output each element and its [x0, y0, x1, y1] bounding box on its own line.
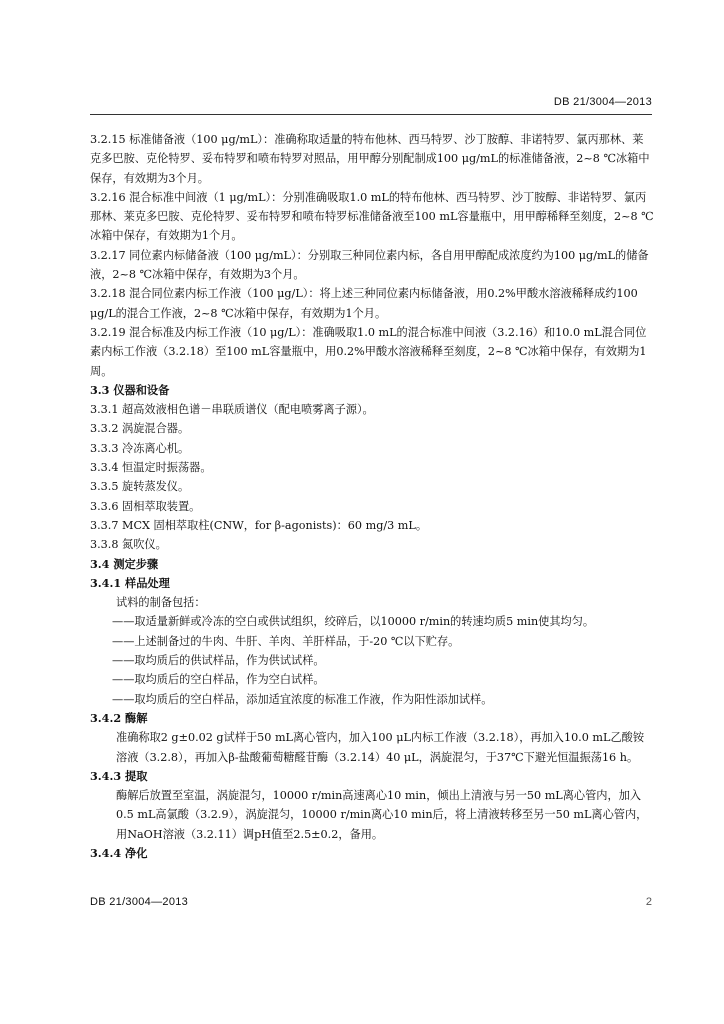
footer-code: DB 21/3004—2013: [90, 896, 189, 908]
heading-3-4-3: 3.4.3 提取: [90, 768, 148, 783]
item-3-3-7: 3.3.7 MCX 固相萃取柱(CNW，for β-agonists)：60 mg/3 mL。: [90, 518, 428, 532]
header-code: DB 21/3004—2013: [553, 96, 652, 108]
heading-3-4-2: 3.4.2 酶解: [90, 710, 148, 725]
document-body: [90, 130, 654, 863]
sample-prep-intro: 试料的制备包括：: [116, 596, 206, 610]
item-3-3-8: 3.3.8 氮吹仪。: [90, 538, 167, 552]
heading-3-3: 3.3 仪器和设备: [90, 382, 170, 397]
dash-item: ——取均质后的空白样品，添加适宜浓度的标准工作液，作为阳性添加试样。: [112, 692, 493, 706]
heading-3-4-1: 3.4.1 样品处理: [90, 575, 170, 590]
item-3-3-5: 3.3.5 旋转蒸发仪。: [90, 480, 190, 494]
para-3-2-19: 3.2.19 混合标准及内标工作液（10 μg/L）：准确吸取1.0 mL的混合标准中间液（3.2.16）和10.0 mL混合同位素内标工作液（3.2.18）至100 mL容量瓶中，用0.2%甲酸水溶液稀释至刻度，2~8 ℃冰箱中保存，有效期为1周。: [90, 325, 647, 378]
para-3-2-15: 3.2.15 标准储备液（100 μg/mL）：准确称取适量的特布他林、西马特罗、沙丁胺醇、非诺特罗、氯丙那林、莱克多巴胺、克伦特罗、妥布特罗和喷布特罗对照品，用甲醇分别配制成100 μg/mL的标准储备液，2~8 ℃冰箱中保存，有效期为3个月。: [90, 133, 650, 185]
item-3-3-4: 3.3.4 恒温定时振荡器。: [90, 461, 212, 475]
item-3-3-3: 3.3.3 冷冻离心机。: [90, 441, 190, 455]
item-3-3-6: 3.3.6 固相萃取装置。: [90, 499, 201, 513]
header-rule: [90, 114, 652, 115]
heading-3-4: 3.4 测定步骤: [90, 556, 159, 571]
para-extraction: 酶解后放置至室温，涡旋混匀，10000 r/min高速离心10 min，倾出上清液与另一50 mL离心管内，加入0.5 mL高氯酸（3.2.9），涡旋混匀，10000 r/min离心10 min后，将上清液转移至另一50 mL离心管内，用NaOH溶液（3.2.11）调pH值至2.5±0.2，备用。: [116, 789, 648, 841]
page-number: 2: [645, 896, 652, 908]
dash-item: ——上述制备过的牛肉、牛肝、羊肉、羊肝样品，于-20 ℃以下贮存。: [112, 634, 460, 648]
para-3-2-17: 3.2.17 同位素内标储备液（100 μg/mL）：分别取三种同位素内标，各自用甲醇配成浓度约为100 μg/mL的储备液，2~8 ℃冰箱中保存，有效期为3个月。: [90, 248, 649, 282]
dash-item: ——取均质后的供试样品，作为供试试样。: [112, 654, 325, 668]
dash-item: ——取适量新鲜或冷冻的空白或供试组织，绞碎后，以10000 r/min的转速均质5 min使其均匀。: [112, 615, 595, 629]
item-3-3-2: 3.3.2 涡旋混合器。: [90, 422, 190, 436]
dash-item: ——取均质后的空白样品，作为空白试样。: [112, 673, 325, 687]
para-3-2-18: 3.2.18 混合同位素内标工作液（100 μg/L）：将上述三种同位素内标储备液，用0.2%甲酸水溶液稀释成约100 μg/L的混合工作液，2~8 ℃冰箱中保存，有效期为1个月。: [90, 287, 638, 320]
heading-3-4-4: 3.4.4 净化: [90, 845, 148, 860]
item-3-3-1: 3.3.1 超高效液相色谱－串联质谱仪（配电喷雾离子源）。: [90, 403, 374, 417]
para-3-2-16: 3.2.16 混合标准中间液（1 μg/mL）：分别准确吸取1.0 mL的特布他林、西马特罗、沙丁胺醇、非诺特罗、氯丙那林、莱克多巴胺、克伦特罗、妥布特罗和喷布特罗标准储备液至100 mL容量瓶中，用甲醇稀释至刻度，2~8 ℃冰箱中保存，有效期为1个月。: [90, 190, 654, 243]
para-enzymolysis: 准确称取2 g±0.02 g试样于50 mL离心管内，加入100 μL内标工作液（3.2.18），再加入10.0 mL乙酸铵溶液（3.2.8），再加入β-盐酸葡萄糖醛苷酶（3.2.14）40 μL，涡旋混匀，于37℃下避光恒温振荡16 h。: [116, 731, 645, 764]
